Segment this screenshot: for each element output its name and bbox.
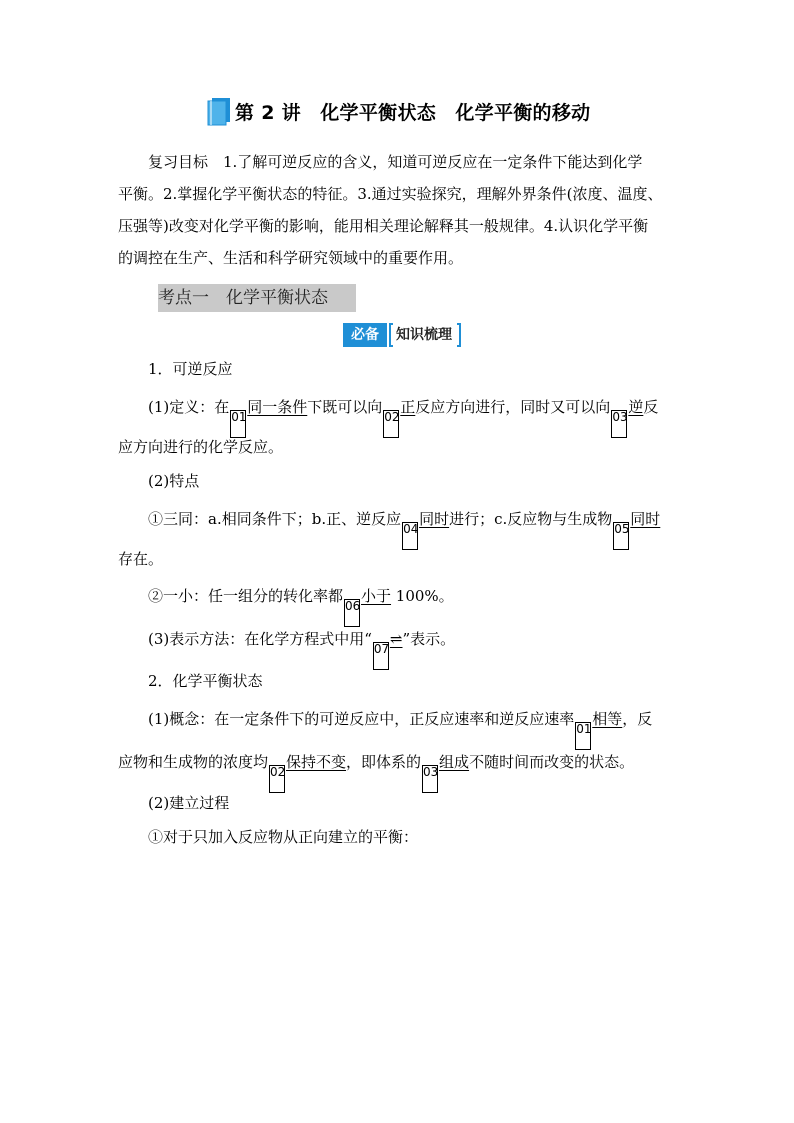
answer-blank: 同时 <box>630 510 661 528</box>
heading-equilibrium-state: 2．化学平衡状态 <box>148 672 263 690</box>
blank-box: 04 <box>402 522 418 550</box>
objectives-line-3: 压强等)改变对化学平衡的影响，能用相关理论解释其一般规律。4.认识化学平衡 <box>118 217 649 235</box>
blank-box: 01 <box>575 722 591 750</box>
knowledge-badge <box>343 323 461 347</box>
heading-reversible-reaction: 1．可逆反应 <box>148 360 233 378</box>
objectives-line-1: 复习目标 1.了解可逆反应的含义，知道可逆反应在一定条件下能达到化学 <box>148 153 643 171</box>
answer-blank: 逆 <box>628 398 644 416</box>
answer-blank: 组成 <box>439 753 470 771</box>
representation-method: (3)表示方法：在化学方程式中用“07⇌”表示。 <box>148 628 455 670</box>
blank-box: 07 <box>373 642 389 670</box>
feature-three-same: ①三同：a.相同条件下；b.正、逆反应04同时进行；c.反应物与生成物05同时 <box>148 508 660 550</box>
title-text: 第 2 讲 化学平衡状态 化学平衡的移动 <box>235 101 591 124</box>
lecture-title <box>207 96 590 126</box>
section-heading: 考点一 化学平衡状态 <box>158 284 356 312</box>
review-objectives <box>118 146 680 274</box>
objectives-line-2: 平衡。2.掌握化学平衡状态的特征。3.通过实验探究，理解外界条件(浓度、温度、 <box>118 185 663 203</box>
answer-blank: 同时 <box>419 510 450 528</box>
badge-label-bibei: 必备 <box>343 323 387 347</box>
heading-build-process: (2)建立过程 <box>148 794 230 812</box>
concept-line-1: (1)概念：在一定条件下的可逆反应中，正反应速率和逆反应速率01相等，反 <box>148 708 652 750</box>
answer-blank: 正 <box>400 398 416 416</box>
answer-blank: 保持不变 <box>286 753 347 771</box>
answer-blank: 小于 <box>361 587 392 605</box>
blank-box: 06 <box>344 599 360 627</box>
blank-box: 05 <box>613 522 629 550</box>
blank-box: 02 <box>269 765 285 793</box>
objectives-line-4: 的调控在生产、生活和科学研究领域中的重要作用。 <box>118 249 464 267</box>
blank-box: 03 <box>611 410 627 438</box>
concept-line-2: 应物和生成物的浓度均02保持不变，即体系的03组成不随时间而改变的状态。 <box>118 751 634 793</box>
blank-box: 01 <box>230 410 246 438</box>
badge-label-zhishi: 知识梳理 <box>387 323 461 347</box>
reversible-arrow-answer: ⇌ <box>389 630 403 648</box>
answer-blank: 相等 <box>592 710 623 728</box>
heading-features: (2)特点 <box>148 472 200 490</box>
blank-box: 02 <box>383 410 399 438</box>
definition-line-2: 应方向进行的化学反应。 <box>118 438 284 456</box>
definition-line-1: (1)定义：在01同一条件下既可以向02正反应方向进行，同时又可以向03逆反 <box>148 396 658 438</box>
feature-one-small: ②一小：任一组分的转化率都06小于 100%。 <box>148 585 454 627</box>
answer-blank: 同一条件 <box>247 398 308 416</box>
feature-three-same-line-2: 存在。 <box>118 550 164 568</box>
book-icon <box>207 96 231 126</box>
blank-box: 03 <box>422 765 438 793</box>
build-process-item-1: ①对于只加入反应物从正向建立的平衡： <box>148 828 419 846</box>
